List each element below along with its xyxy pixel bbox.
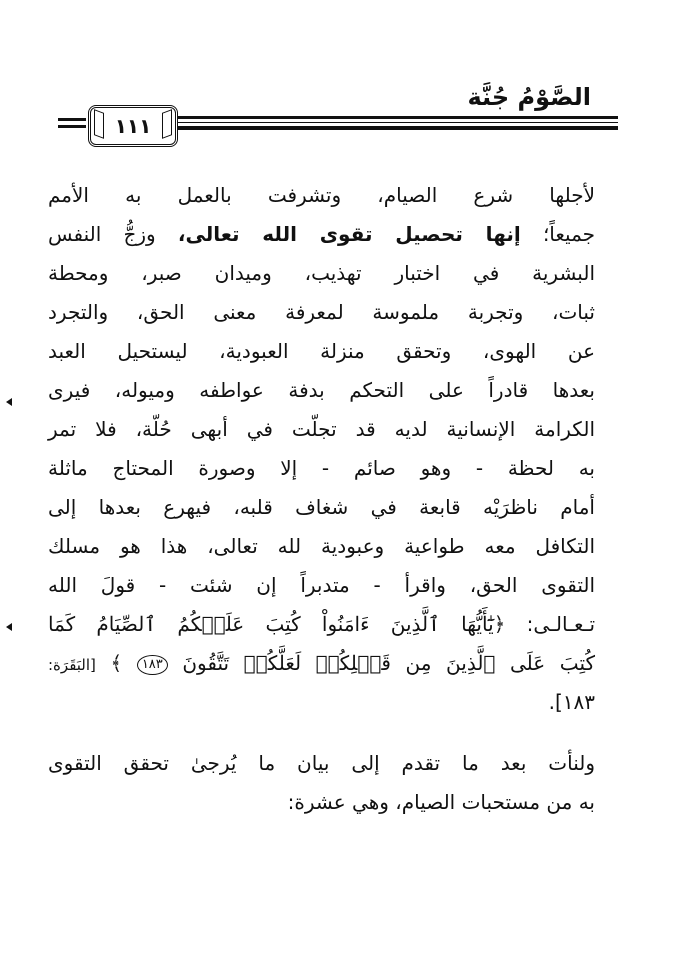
text-line: به لحظة - وهو صائم - إلا وصورة المحتاج ماثلة [48,456,595,480]
page-number: ١١١ [114,114,152,138]
text-line: الكرامة الإنسانية لديه قد تجلّت في أبهى حُلّة، فلا تمر [48,417,595,441]
surah-reference: [البَقَرَة: [48,656,96,674]
header-rule [58,109,618,139]
rule-right-upper [170,116,618,119]
text-line: عن الهوى، وتحقق منزلة العبودية، ليستحيل العبد [48,339,595,363]
text-line: لأجلها شرع الصيام، وتشرفت بالعمل به الأمم [48,183,595,207]
text-line: به من مستحبات الصيام، وهي عشرة: [287,790,595,814]
text-run: جميعاً؛ [542,222,595,246]
text-run: وزجُّ النفس [48,222,156,246]
text-line: ولنأت بعد ما تقدم إلى بيان ما يُرجىٰ تحقق التقوى [48,751,595,775]
body-text [48,176,595,822]
text-line: ثبات، وتجربة ملموسة لمعرفة معنى الحق، والتجرد [48,300,595,324]
rule-right-middle [170,122,618,123]
text-run: تـعـالـى: [526,612,596,636]
verse-close-bracket: ﴾ [110,651,123,675]
text-line: التكافل معه طواعية وعبودية لله تعالى، هذا هو مسلك [48,534,595,558]
rule-right-lower [170,126,618,130]
text-line: ١٨٣]. [548,690,595,714]
quran-verse: ﴿يَٰٓأَيُّهَا ٱلَّذِينَ ءَامَنُواْ كُتِبَ عَلَيۡكُمُ ٱلصِّيَامُ كَمَا [48,612,506,636]
margin-mark-icon [6,623,12,631]
running-header-title: الصَّوْمُ جُنَّة [467,83,591,111]
text-line: التقوى الحق، واقرأ - متدبراً إن شئت - قولَ الله [48,573,595,597]
ayah-number: ١٨٣ [137,655,168,675]
margin-mark-icon [6,398,12,406]
text-line: أمام ناظرَيْه قابعة في شغاف قلبه، فيهرع بعدها إلى [48,495,595,519]
page-number-frame [88,105,178,147]
text-line [48,215,595,254]
text-line [48,605,595,644]
rule-left-lower [58,125,86,128]
quran-verse: كُتِبَ عَلَى ٱلَّذِينَ مِن قَبۡلِكُمۡ لَعَلَّكُمۡ تَتَّقُونَ [182,651,596,675]
emphasized-text: إنها تحصيل تقوى الله تعالى، [177,222,521,246]
text-line: بعدها قادراً على التحكم بدفة عواطفه وميوله، فيرى [48,378,595,402]
rule-left-upper [58,118,86,121]
text-line: البشرية في اختبار تهذيب، وميدان صبر، ومحطة [48,261,595,285]
text-line [48,644,595,683]
paragraph-gap [48,722,595,744]
